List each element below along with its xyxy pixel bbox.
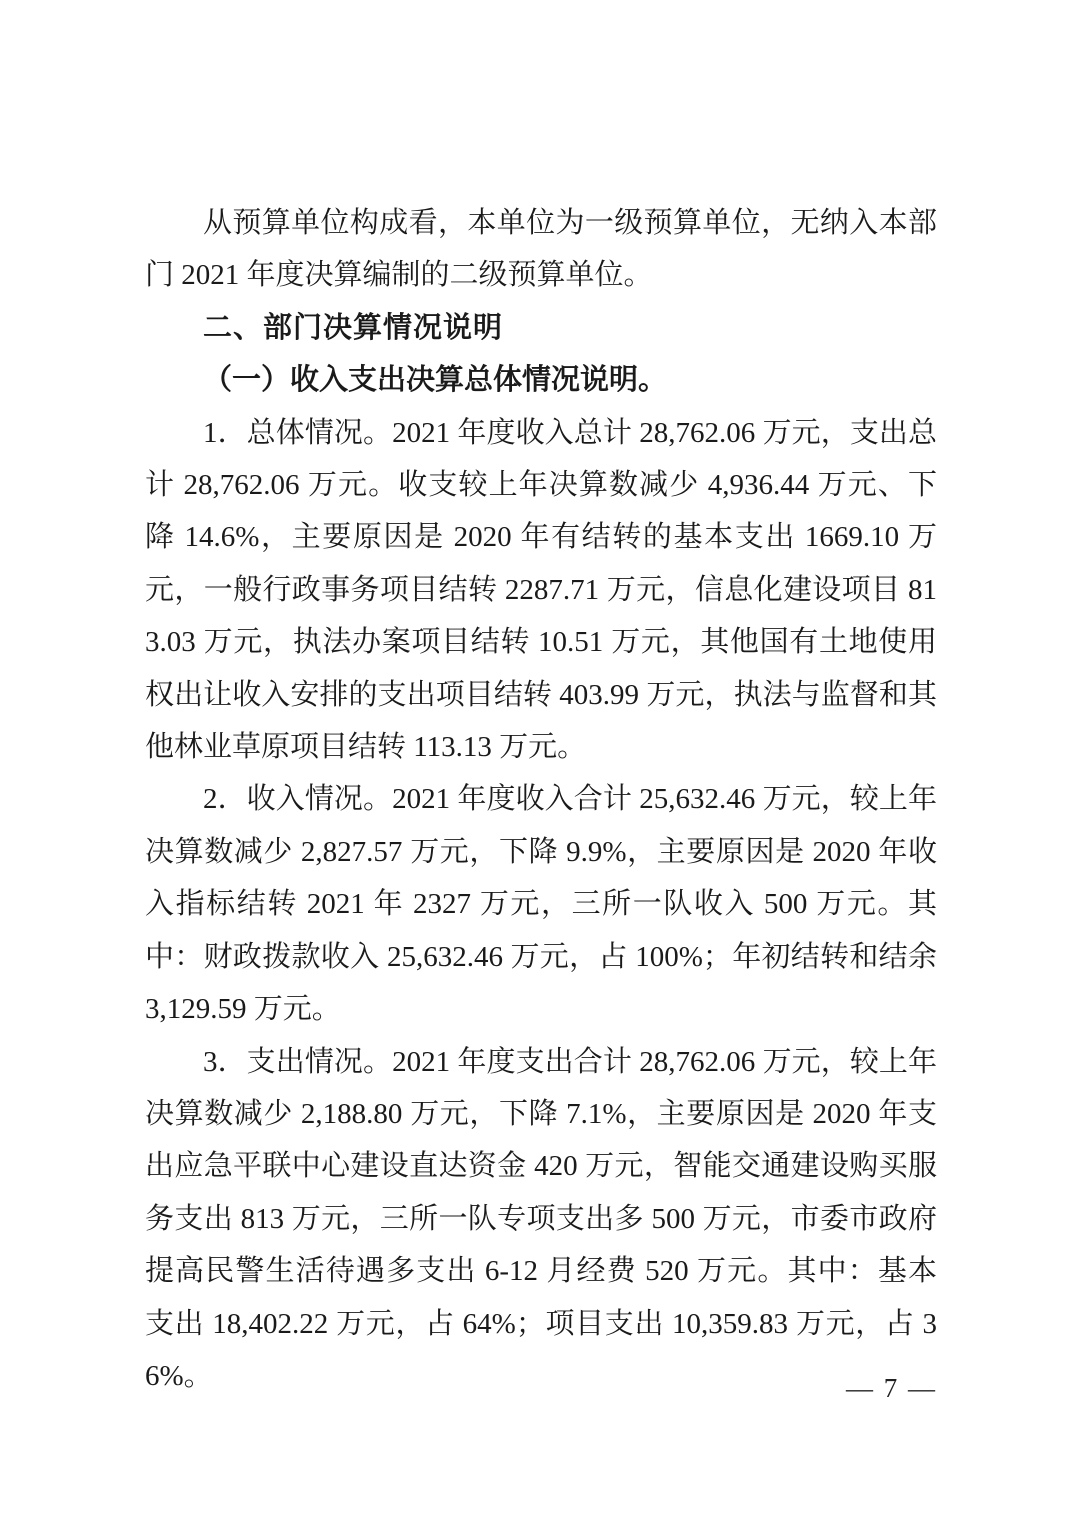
document-body [145,197,937,1402]
subsection-heading-income-expenditure-overview: （一）收入支出决算总体情况说明。 [203,364,668,397]
page-number: — 7 — [846,1373,937,1403]
paragraph-expenditure-situation: 3．支出情况。2021 年度支出合计 28,762.06 万元，较上年决算数减少 2,188.80 万元，下降 7.1%，主要原因是 2020 年支出应急平联中心建设直达资金 420 万元，智能交通建设购买服务支出 813 万元，三所一队专项支出多 500 万元，市委市政府提高民警生活待遇多支出 6-12 月经费 520 万元。其中：基本支出 18,402.22 万元，占 64%；项目支出 10,359.83 万元，占 36%。 [145,1045,937,1392]
paragraph-overall-situation: 1．总体情况。2021 年度收入总计 28,762.06 万元，支出总计 28,762.06 万元。收支较上年决算数减少 4,936.44 万元、下降 14.6%，主要原因是 2020 年有结转的基本支出 1669.10 万元，一般行政事务项目结转 2287.71 万元，信息化建设项目 813.03 万元，执法办案项目结转 10.51 万元，其他国有土地使用权出让收入安排的支出项目结转 403.99 万元，执法与监督和其他林业草原项目结转 113.13 万元。 [145,416,937,764]
paragraph-budget-unit-composition: 从预算单位构成看，本单位为一级预算单位，无纳入本部门 2021 年度决算编制的二级预算单位。 [145,207,937,292]
paragraph-income-situation: 2．收入情况。2021 年度收入合计 25,632.46 万元，较上年决算数减少 2,827.57 万元，下降 9.9%，主要原因是 2020 年收入指标结转 2021 年 2327 万元，三所一队收入 500 万元。其中：财政拨款收入 25,632.46 万元，占 100%；年初结转和结余 3,129.59 万元。 [145,783,937,1026]
section-heading-final-accounts: 二、部门决算情况说明 [203,311,504,344]
